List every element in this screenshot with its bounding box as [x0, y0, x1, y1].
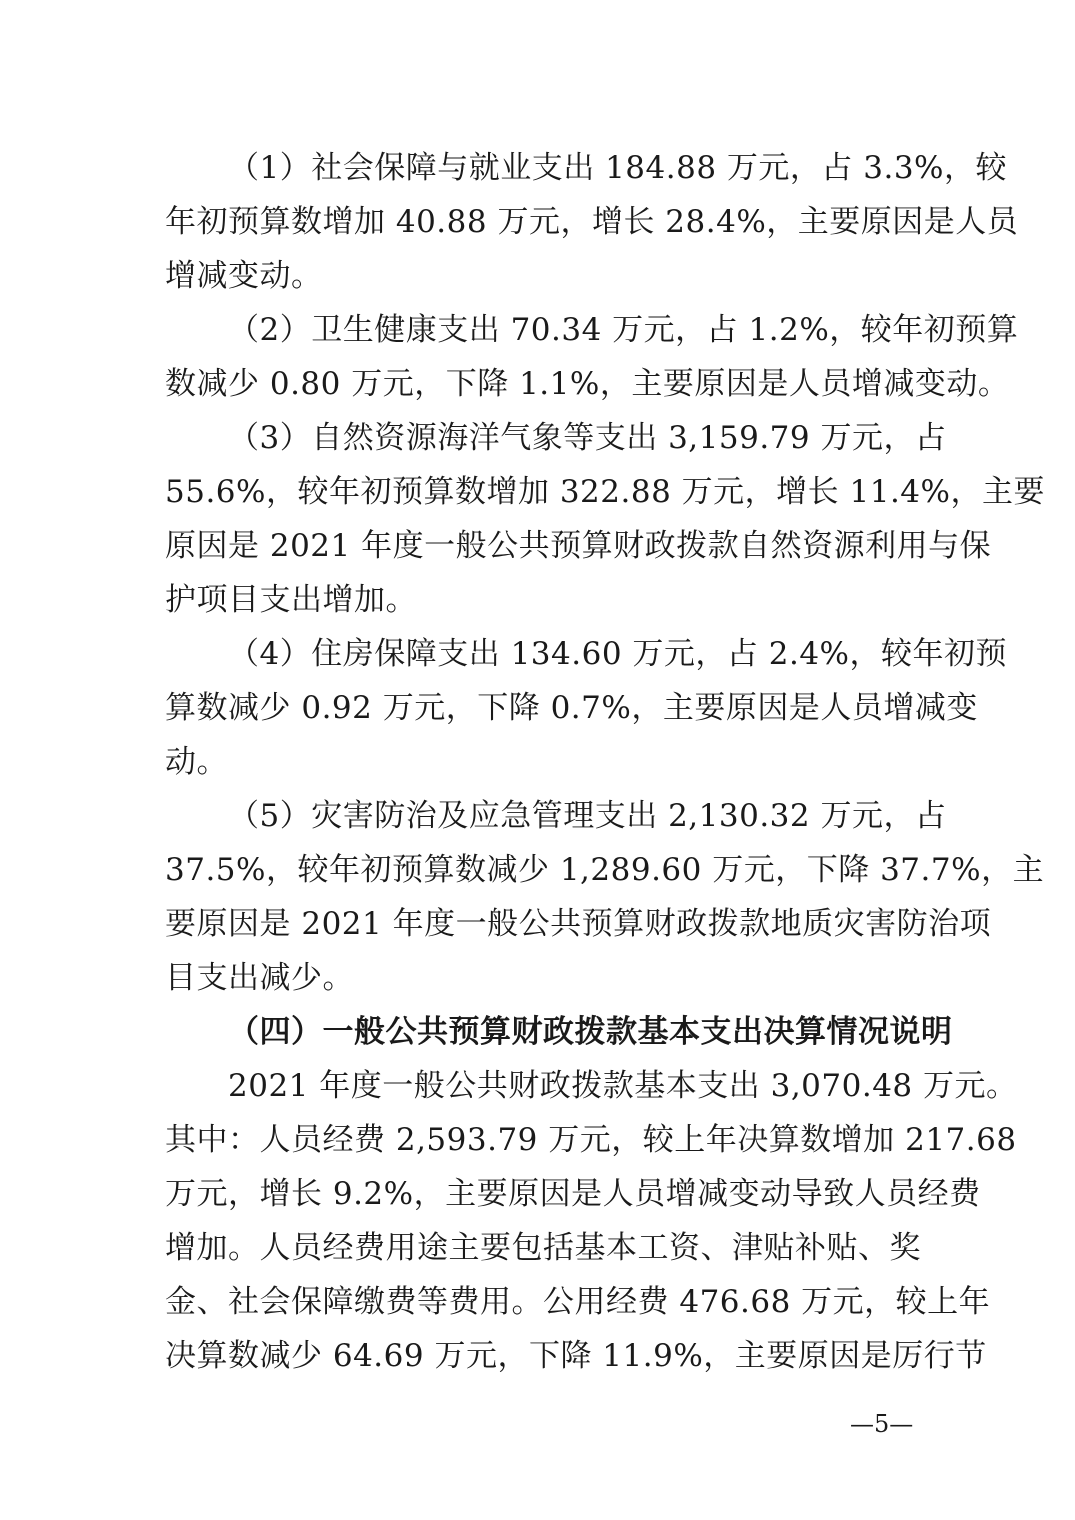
section-heading: （四）一般公共预算财政拨款基本支出决算情况说明	[228, 1014, 953, 1050]
paragraph-natural-resources-line-1: （3）自然资源海洋气象等支出 3,159.79 万元，占	[228, 420, 947, 456]
paragraph-social-security-line-2: 年初预算数增加 40.88 万元，增长 28.4%，主要原因是人员	[165, 204, 1019, 240]
paragraph-social-security-line-1: （1）社会保障与就业支出 184.88 万元，占 3.3%，较	[228, 150, 1008, 186]
paragraph-social-security-line-3: 增减变动。	[165, 258, 323, 294]
page-number: —5—	[850, 1410, 914, 1438]
paragraph-natural-resources-line-4: 护项目支出增加。	[165, 582, 417, 618]
paragraph-housing-line-2: 算数减少 0.92 万元，下降 0.7%，主要原因是人员增减变	[165, 690, 978, 726]
paragraph-disaster-line-1: （5）灾害防治及应急管理支出 2,130.32 万元，占	[228, 798, 947, 834]
paragraph-natural-resources-line-2: 55.6%，较年初预算数增加 322.88 万元，增长 11.4%，主要	[165, 474, 1045, 510]
basic-expenditure-line-6: 决算数减少 64.69 万元，下降 11.9%，主要原因是厉行节	[165, 1338, 987, 1374]
paragraph-natural-resources-line-3: 原因是 2021 年度一般公共预算财政拨款自然资源利用与保	[165, 528, 992, 564]
basic-expenditure-line-2: 其中：人员经费 2,593.79 万元，较上年决算数增加 217.68	[165, 1122, 1017, 1158]
basic-expenditure-line-3: 万元，增长 9.2%，主要原因是人员增减变动导致人员经费	[165, 1176, 981, 1212]
paragraph-disaster-line-2: 37.5%，较年初预算数减少 1,289.60 万元，下降 37.7%，主	[165, 852, 1045, 888]
paragraph-housing-line-1: （4）住房保障支出 134.60 万元，占 2.4%，较年初预	[228, 636, 1008, 672]
basic-expenditure-line-1: 2021 年度一般公共财政拨款基本支出 3,070.48 万元。	[228, 1068, 1018, 1104]
paragraph-disaster-line-4: 目支出减少。	[165, 960, 354, 996]
basic-expenditure-line-4: 增加。人员经费用途主要包括基本工资、津贴补贴、奖	[165, 1230, 921, 1266]
paragraph-health-line-1: （2）卫生健康支出 70.34 万元，占 1.2%，较年初预算	[228, 312, 1019, 348]
paragraph-disaster-line-3: 要原因是 2021 年度一般公共预算财政拨款地质灾害防治项	[165, 906, 992, 942]
paragraph-health-line-2: 数减少 0.80 万元，下降 1.1%，主要原因是人员增减变动。	[165, 366, 1010, 402]
paragraph-housing-line-3: 动。	[165, 744, 228, 780]
basic-expenditure-line-5: 金、社会保障缴费等费用。公用经费 476.68 万元，较上年	[165, 1284, 991, 1320]
